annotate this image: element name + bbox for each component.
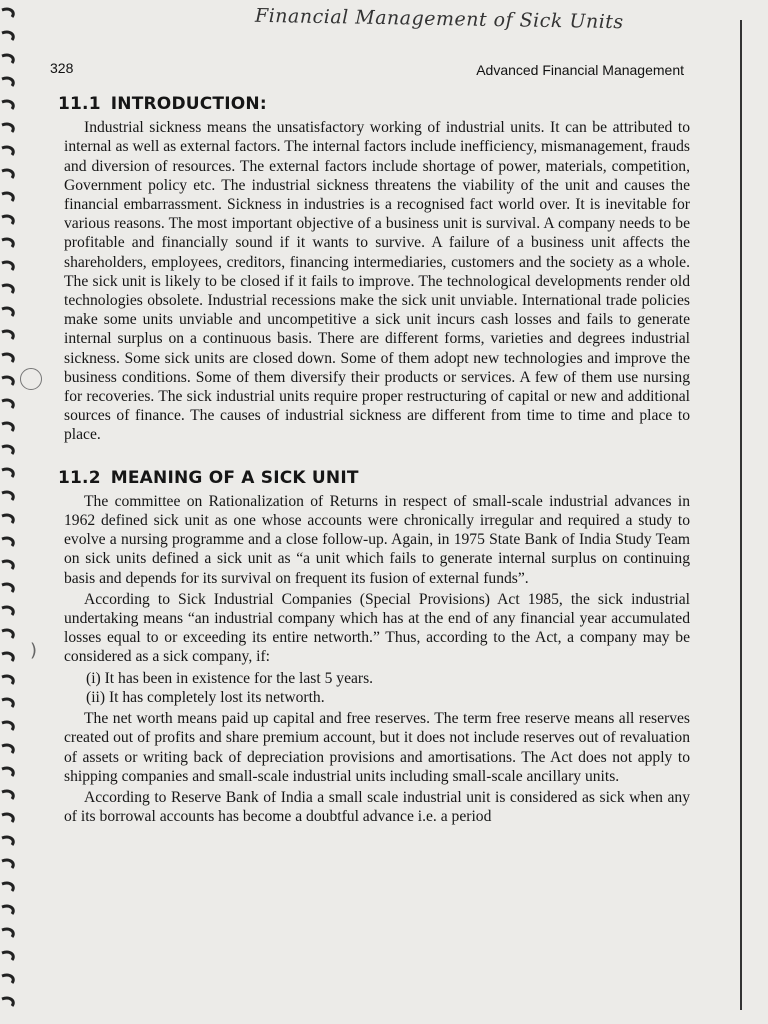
section-heading-meaning xyxy=(58,469,690,488)
spiral-loop xyxy=(2,952,13,960)
list-item: (ii) It has completely lost its networth. xyxy=(86,688,325,706)
spiral-loop xyxy=(2,906,13,914)
spiral-loop xyxy=(2,170,13,178)
page-body xyxy=(58,94,690,826)
margin-paren-mark: ) xyxy=(30,640,38,661)
spiral-loop xyxy=(2,446,13,454)
spiral-loop xyxy=(2,837,13,845)
spiral-loop xyxy=(2,929,13,937)
paragraph-introduction: Industrial sickness means the unsatisfactory working of industrial units. It can be attributed to internal as well as external factors. The internal factors include inefficiency, mismanagement, frauds and diversion of resources. The external factors include shortage of power, materials, competition, Government policy etc. The industrial sickness threatens the viability of the unit and causes the financial embarrassment. Sickness in industries is a recognised fact world over. It is inevitable for various reasons. The most important objective of a business unit is survival. A company needs to be profitable and financially sound if it wants to survive. A failure of a business unit affects the shareholders, employees, creditors, financing intermediaries, customers and the society as a whole. The sick unit is likely to be closed if it fails to improve. The technological developments render old technologies obsolete. Industrial recessions make the sick unit unviable. International trade policies make some units unviable and uncompetitive a sick unit incurs cash losses and fails to generate internal surplus on a continuous basis. There are different forms, varieties and degrees industrial sickness. Some sick units are closed down. Some of them adopt new technologies and improve the business conditions. Some of them diversify their products or services. A few of them use nursing for recoveries. The sick industrial units require proper restructuring of capital or new and additional sources of finance. The causes of industrial sickness are different from time to time and place to place. xyxy=(64,119,690,444)
section-number: 11.2 xyxy=(58,467,101,488)
spiral-loop xyxy=(2,216,13,224)
spiral-loop xyxy=(2,331,13,339)
spiral-loop xyxy=(2,32,13,40)
running-header: Advanced Financial Management xyxy=(476,62,684,78)
spiral-loop xyxy=(2,607,13,615)
spiral-loop xyxy=(2,262,13,270)
spiral-loop xyxy=(2,400,13,408)
spiral-loop xyxy=(2,124,13,132)
spiral-loop xyxy=(2,584,13,592)
spiral-loop xyxy=(2,538,13,546)
spiral-binding xyxy=(0,0,30,1024)
spiral-loop xyxy=(2,791,13,799)
spiral-loop xyxy=(2,193,13,201)
spiral-loop xyxy=(2,699,13,707)
spiral-loop xyxy=(2,469,13,477)
punch-hole-mark xyxy=(20,368,42,390)
section-title: MEANING OF A SICK UNIT xyxy=(110,467,359,488)
paragraph-rbi: According to Reserve Bank of India a small scale industrial unit is considered as sick when any of its borrowal accounts has become a doubtful advance i.e. a period xyxy=(64,788,690,826)
margin-rule xyxy=(740,20,742,1010)
spiral-loop xyxy=(2,768,13,776)
spiral-loop xyxy=(2,492,13,500)
spiral-loop xyxy=(2,308,13,316)
spiral-loop xyxy=(2,653,13,661)
conditions-list xyxy=(64,669,690,707)
spiral-loop xyxy=(2,515,13,523)
spiral-loop xyxy=(2,998,13,1006)
spiral-loop xyxy=(2,354,13,362)
spiral-loop xyxy=(2,377,13,385)
spiral-loop xyxy=(2,676,13,684)
section-heading-introduction xyxy=(58,95,690,114)
spiral-loop xyxy=(2,239,13,247)
spiral-loop xyxy=(2,722,13,730)
handwritten-note: Financial Management of Sick Units xyxy=(254,4,624,34)
spiral-loop xyxy=(2,883,13,891)
paragraph-net-worth: The net worth means paid up capital and free reserves. The term free reserve means all reserves created out of profits and share premium account, but it does not include reserves out of revaluation of assets or writing back of depreciation provisions and amortisations. The Act does not apply to shipping companies and small-scale industrial units including small-scale ancillary units. xyxy=(64,710,690,785)
spiral-loop xyxy=(2,975,13,983)
page-number: 328 xyxy=(50,60,74,76)
section-title: INTRODUCTION: xyxy=(110,94,267,114)
paragraph-committee: The committee on Rationalization of Returns in respect of small-scale industrial advances in 1962 defined sick unit as one whose accounts were chronically irregular and required a study to evolve a nursing programme and a close follow-up. Again, in 1975 State Bank of India Study Team on sick units defined a sick unit as “a unit which fails to generate internal surplus on continuing basis and depends for its survival on frequent its fusion of external funds”. xyxy=(64,492,690,587)
paragraph-sica-act: According to Sick Industrial Companies (Special Provisions) Act 1985, the sick industrial undertaking means “an industrial company which has at the end of any financial year accumulated losses equal to or exceeding its entire networth.” Thus, according to the Act, a company may be considered as a sick company, if: xyxy=(64,590,690,666)
spiral-loop xyxy=(2,9,13,17)
list-item: (i) It has been in existence for the last 5 years. xyxy=(86,669,374,687)
spiral-loop xyxy=(2,630,13,638)
section-number: 11.1 xyxy=(58,94,101,114)
spiral-loop xyxy=(2,860,13,868)
spiral-loop xyxy=(2,814,13,822)
spiral-loop xyxy=(2,147,13,155)
spiral-loop xyxy=(2,55,13,63)
spiral-loop xyxy=(2,561,13,569)
spiral-loop xyxy=(2,78,13,86)
spiral-loop xyxy=(2,285,13,293)
spiral-loop xyxy=(2,423,13,431)
spiral-loop xyxy=(2,101,13,109)
spiral-loop xyxy=(2,745,13,753)
